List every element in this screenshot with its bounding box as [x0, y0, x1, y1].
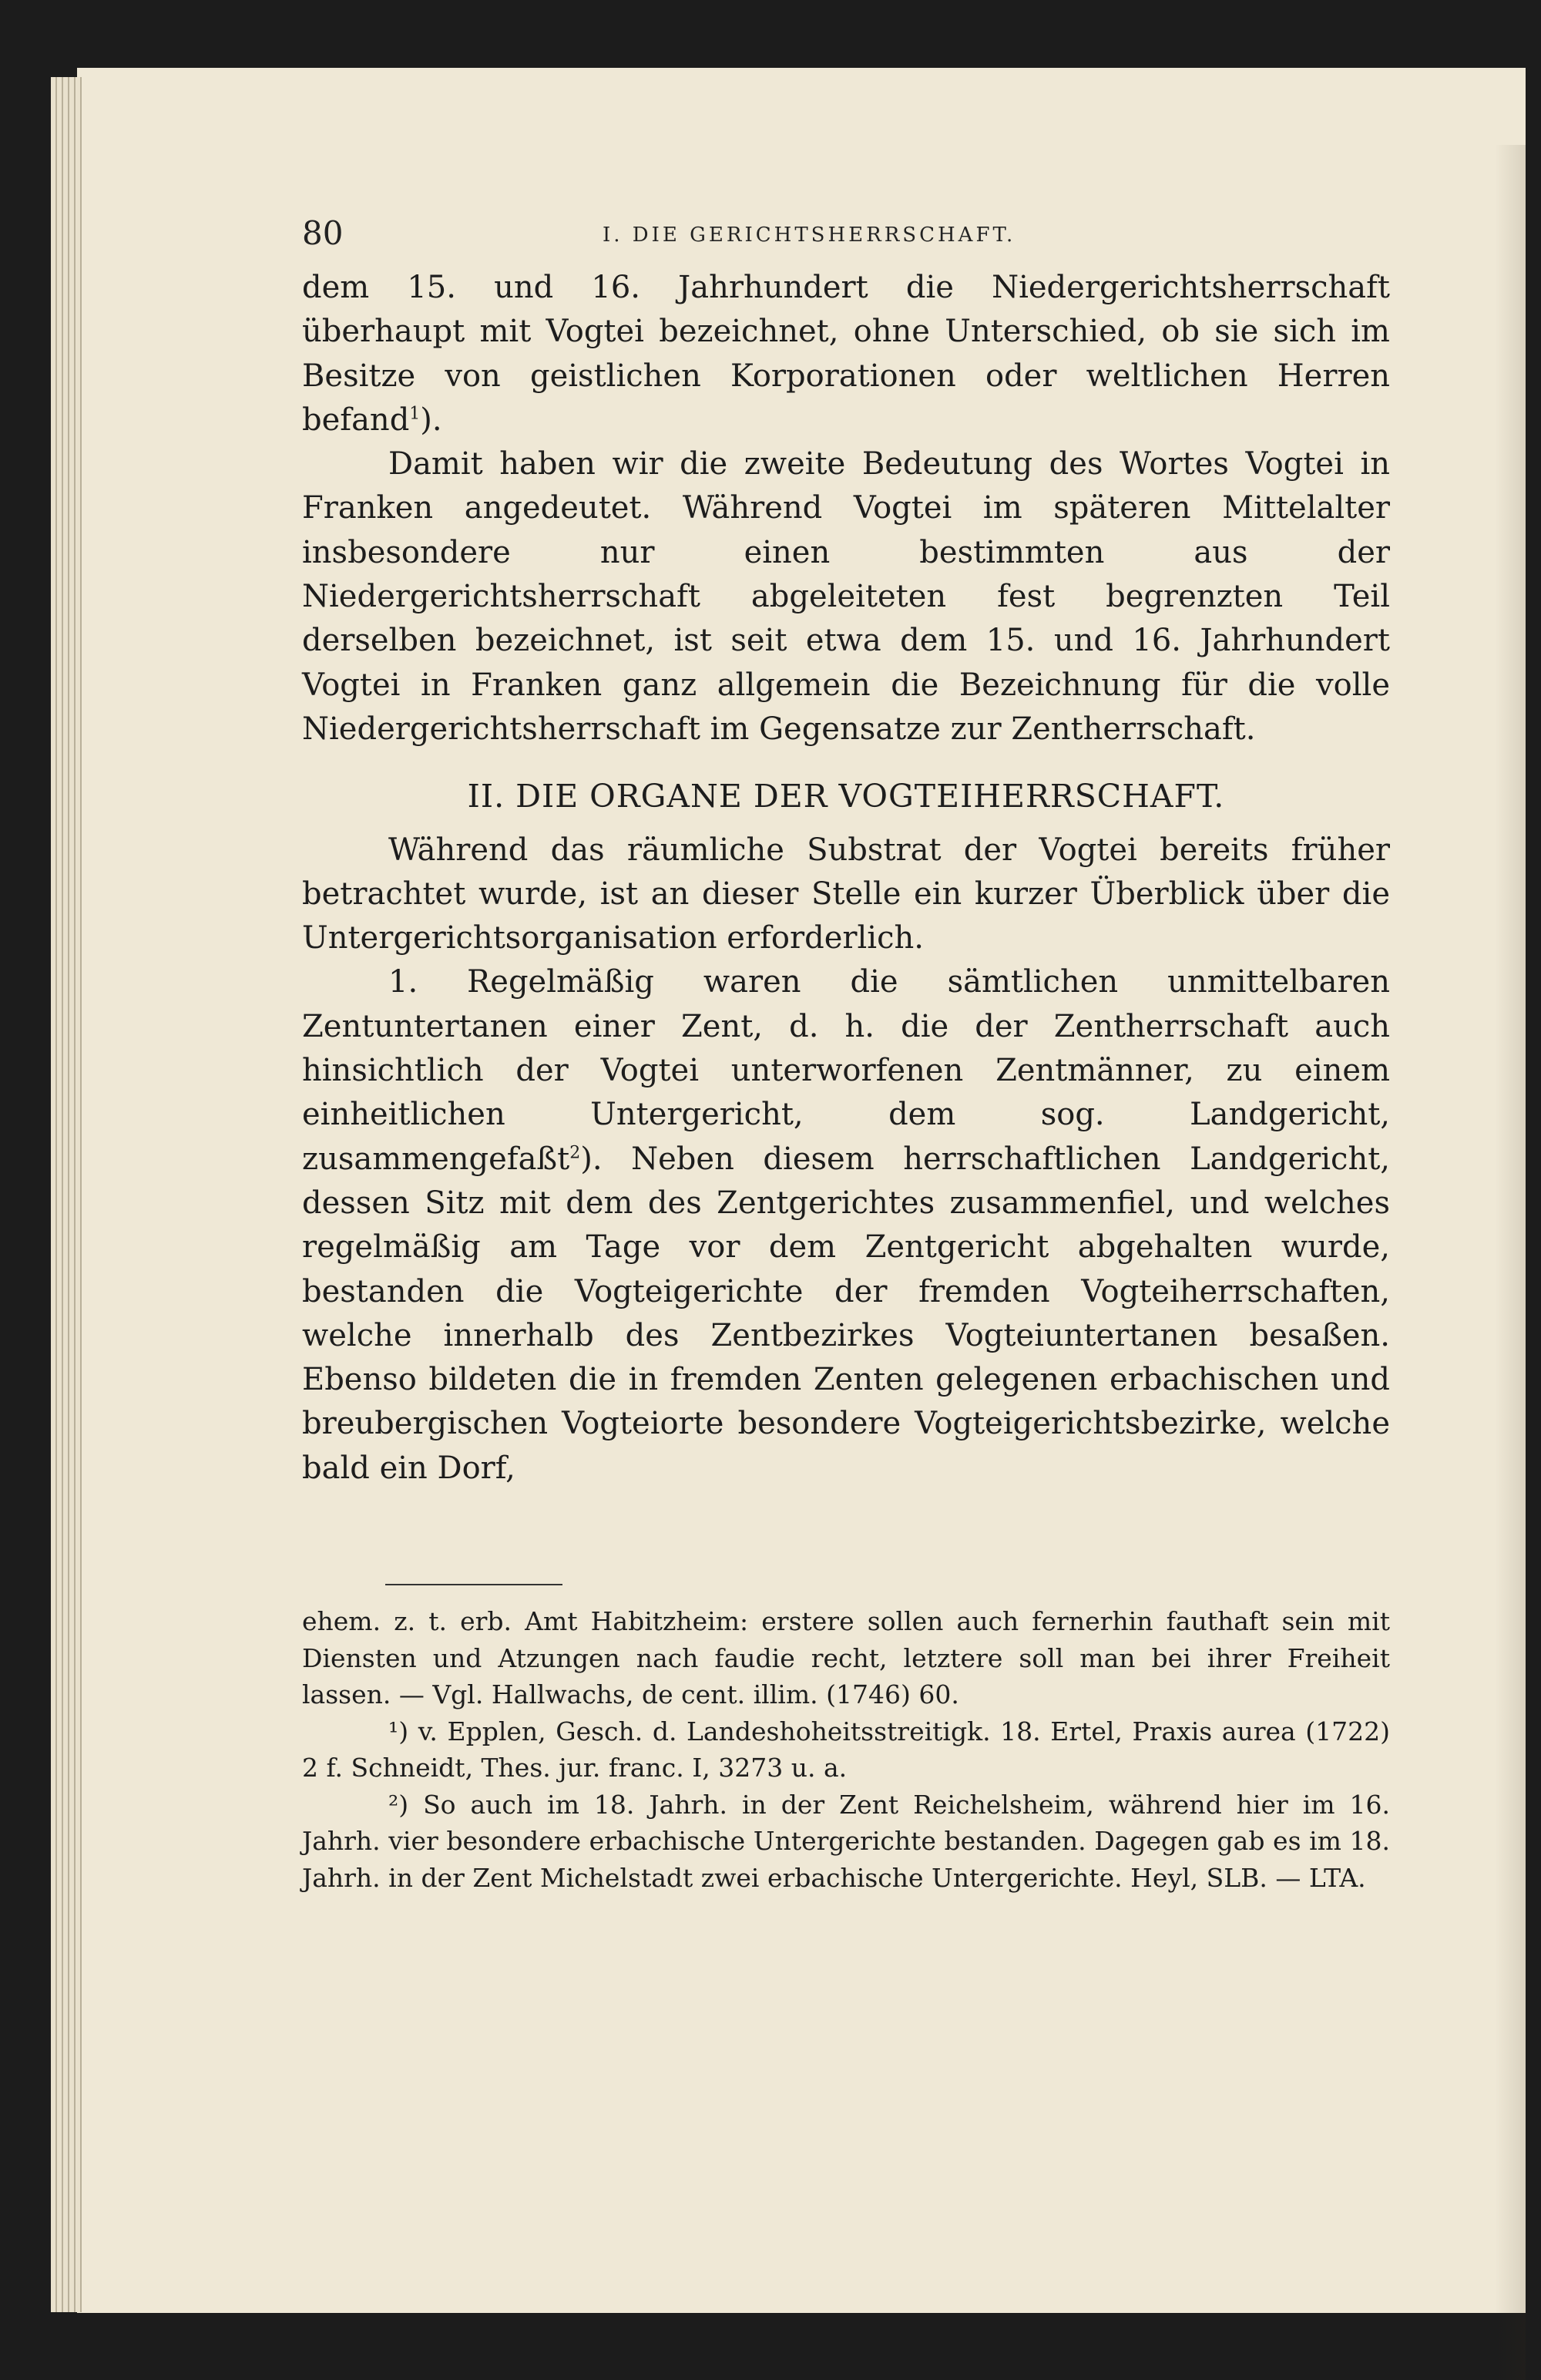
- footnote-1-text: v. Epplen, Gesch. d. Landeshoheitsstreitigk. 18. Ertel, Praxis aurea (1722) 2 f. Schneidt, Thes. jur. franc. I, 3273 u. a.: [302, 1716, 1390, 1783]
- paragraph-1: [302, 266, 1390, 442]
- footnote-2: [302, 1787, 1390, 1897]
- footnote-2-text: So auch im 18. Jahrh. in der Zent Reichelsheim, während hier im 16. Jahrh. vier besondere erbachische Untergerichte bestanden. Dagegen gab es im 18. Jahrh. in der Zent Michelstadt zwei erbachische Untergerichte. Heyl, SLB. — LTA.: [302, 1789, 1390, 1893]
- running-head: [302, 214, 1390, 253]
- page-number: 80: [302, 214, 344, 252]
- paragraph-4-end: ). Neben diesem herrschaftlichen Landgericht, dessen Sitz mit dem des Zentgerichtes zusammenfiel, und welches regelmäßig am Tage vor dem Zentgericht abgehalten wurde, bestanden die Vogteigerichte der fremden Vogteiherrschaften, welche innerhalb des Zentbezirkes Vogteiuntertanen besaßen. Ebenso bildeten die in fremden Zenten gelegenen erbachischen und breubergischen Vogteiorte besondere Vogteigerichtsbezirke, welche bald ein Dorf,: [302, 1141, 1390, 1486]
- footnote-ref-1: 1: [409, 404, 421, 424]
- footnotes: [302, 1603, 1390, 1896]
- running-title: I. DIE GERICHTSHERRSCHAFT.: [603, 224, 1016, 247]
- page-shadow: [1495, 145, 1526, 2380]
- footnote-continued: ehem. z. t. erb. Amt Habitzheim: erstere sollen auch fernerhin fauthaft sein mit Diensten und Atzungen nach faudie recht, letztere soll man bei ihrer Freiheit lassen. — Vgl. Hallwachs, de cent. illim. (1746) 60.: [302, 1606, 1390, 1709]
- footnote-1: [302, 1713, 1390, 1787]
- paragraph-1-end: ).: [420, 402, 442, 438]
- section-heading: II. DIE ORGANE DER VOGTEIHERRSCHAFT.: [467, 778, 1225, 815]
- paragraph-4-text: 1. Regelmäßig waren die sämtlichen unmittelbaren Zentuntertanen einer Zent, d. h. die der Zentherrschaft auch hinsichtlich der Vogtei unterworfenen Zentmänner, zu einem einheitlichen Untergericht, dem sog. Landgericht, zusammengefaßt: [302, 964, 1390, 1177]
- footnote-ref-2: 2: [569, 1143, 581, 1163]
- paragraph-4: [302, 960, 1390, 1491]
- page-edges: [51, 77, 82, 2312]
- paragraph-3: Während das räumliche Substrat der Vogtei bereits früher betrachtet wurde, ist an dieser Stelle ein kurzer Überblick über die Untergerichtsorganisation erforderlich.: [302, 832, 1390, 956]
- paragraph-1-text: dem 15. und 16. Jahrhundert die Niedergerichtsherrschaft überhaupt mit Vogtei bezeichnet, ohne Unterschied, ob sie sich im Besitze von geistlichen Korporationen oder weltlichen Herren befand: [302, 270, 1390, 438]
- main-text: [302, 266, 1390, 1491]
- footnote-2-mark: ²): [388, 1789, 409, 1820]
- footnote-1-mark: ¹): [388, 1716, 409, 1746]
- footnote-divider: [385, 1584, 562, 1585]
- paragraph-2: Damit haben wir die zweite Bedeutung des Wortes Vogtei in Franken angedeutet. Während Vogtei im späteren Mittelalter insbesondere nur einen bestimmten aus der Niedergerichtsherrschaft abgeleiteten fest begrenzten Teil derselben bezeichnet, ist seit etwa dem 15. und 16. Jahrhundert Vogtei in Franken ganz allgemein die Bezeichnung für die volle Niedergerichtsherrschaft im Gegensatze zur Zentherrschaft.: [302, 446, 1390, 747]
